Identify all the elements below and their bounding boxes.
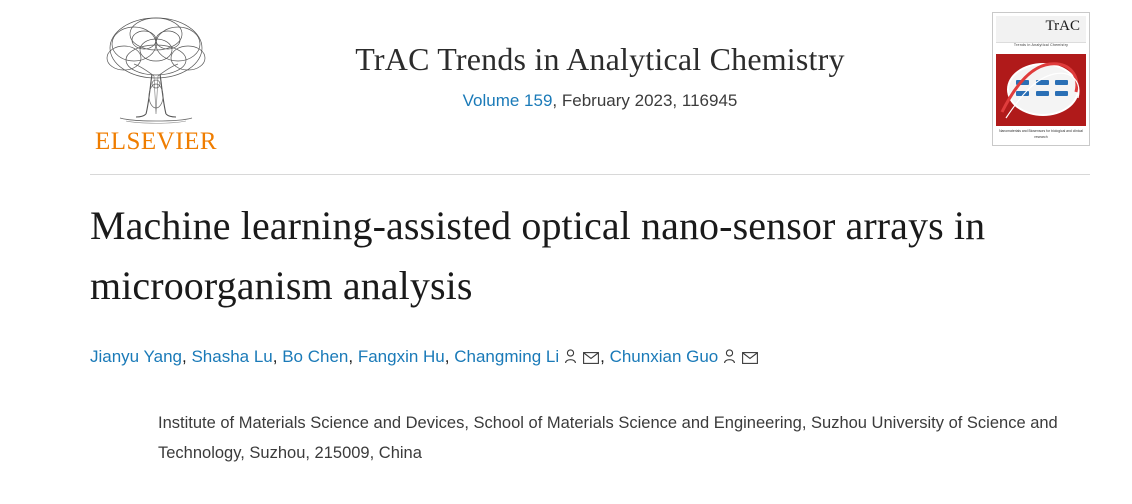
cover-footer-text: Nanomaterials and Biosensors for biological and clinical research — [999, 129, 1083, 139]
journal-header — [0, 0, 1132, 175]
journal-issue-line — [240, 91, 960, 111]
journal-info — [240, 40, 960, 111]
page-title: Machine learning-assisted optical nano-sensor arrays in microorganism analysis — [90, 203, 986, 308]
author-separator: , — [272, 347, 283, 366]
author-name[interactable]: Jianyu Yang — [90, 347, 182, 366]
author-profile-icon[interactable] — [564, 346, 577, 372]
author-affiliation: Institute of Materials Science and Devices, School of Materials Science and Engineering, Suzhou University of Science and Technology, Suzhou, 215009, China — [158, 413, 1058, 463]
author-separator: , — [348, 347, 358, 366]
author-name[interactable]: Bo Chen — [282, 347, 349, 366]
author-profile-icon[interactable] — [723, 346, 736, 372]
elsevier-tree-logo-icon — [86, 10, 226, 130]
author-item[interactable] — [454, 347, 600, 366]
journal-cover-image — [996, 16, 1086, 142]
author-item[interactable] — [358, 347, 445, 366]
cover-subtitle: Trends in Analytical Chemistry — [1013, 43, 1069, 47]
author-email-icon[interactable] — [742, 346, 758, 372]
author-list — [90, 344, 1092, 372]
article-block — [90, 196, 1092, 469]
author-separator: , — [600, 347, 610, 366]
journal-volume-link[interactable]: Volume 159 — [462, 91, 553, 111]
author-separator: , — [182, 347, 192, 366]
author-separator: , — [444, 347, 455, 366]
author-name[interactable]: Fangxin Hu — [357, 347, 445, 366]
cover-masthead-title: TrAC — [1045, 18, 1080, 34]
cover-artwork-lines-icon — [996, 54, 1086, 126]
publisher-wordmark: ELSEVIER — [94, 128, 218, 155]
journal-title: TrAC Trends in Analytical Chemistry — [355, 41, 845, 77]
journal-cover-thumbnail[interactable] — [992, 12, 1090, 146]
elsevier-logo[interactable] — [86, 10, 226, 160]
journal-issue-date: , February 2023, 116945 — [552, 91, 738, 111]
author-email-icon[interactable] — [583, 346, 599, 372]
cover-artwork — [996, 54, 1086, 126]
author-item[interactable] — [610, 347, 760, 366]
author-name[interactable]: Changming Li — [454, 347, 560, 366]
header-divider — [90, 174, 1090, 175]
author-item[interactable] — [191, 347, 272, 366]
author-item[interactable] — [90, 347, 182, 366]
author-name[interactable]: Chunxian Guo — [609, 347, 719, 366]
author-name[interactable]: Shasha Lu — [191, 347, 273, 366]
author-item[interactable] — [282, 347, 348, 366]
